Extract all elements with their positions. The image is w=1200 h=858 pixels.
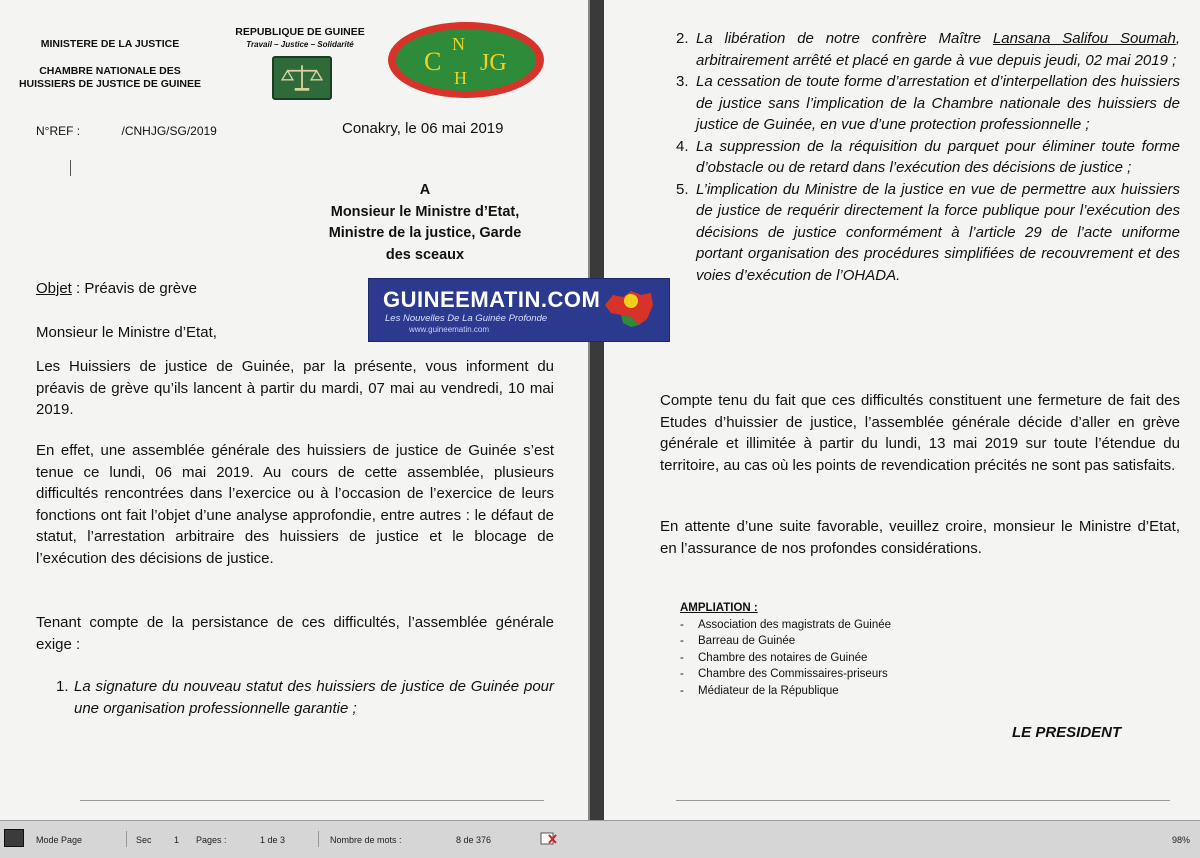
list-item: - Médiateur de la République xyxy=(680,683,891,700)
demand-text: L’implication du Ministre de la justice en vue de permettre aux huissiers de justice de requérir directement la force publique pour l’exécution des décisions de justice conformément à l’article 29 de l’acte uniforme portant organisation des procédures simplifiées de recouvrement et des voies d’exécution de l’OHADA. xyxy=(696,180,1180,284)
demand-number: 4. xyxy=(676,137,689,155)
issuer-block xyxy=(0,38,220,91)
status-separator xyxy=(126,831,127,847)
list-item: - Barreau de Guinée xyxy=(680,633,891,650)
cnhjg-logo xyxy=(386,20,546,100)
list-item: - Association des magistrats de Guinée xyxy=(680,617,891,634)
spellcheck-icon[interactable] xyxy=(540,831,558,847)
demand-number: 2. xyxy=(676,30,689,47)
addressee-block xyxy=(290,180,560,266)
list-item: - Chambre des Commissaires-priseurs xyxy=(680,666,891,683)
letter-date: Conakry, le 06 mai 2019 xyxy=(342,120,504,137)
status-section-value: 1 xyxy=(174,835,180,845)
demand-number: 1. xyxy=(56,678,69,695)
demands-list xyxy=(676,28,1180,286)
logo-letters-jg: JG xyxy=(480,50,507,76)
logo-letter-n: N xyxy=(452,34,465,54)
closing-paragraph: En attente d’une suite favorable, veuillez croire, monsieur le Ministre d’Etat, en l’assurance de nos profondes considérations. xyxy=(660,518,1180,557)
paragraph-3: Tenant compte de la persistance de ces difficultés, l’assemblée générale exige : xyxy=(36,614,554,653)
salutation: Monsieur le Ministre d’Etat, xyxy=(36,324,217,341)
detained-name: Lansana Salifou Soumah xyxy=(992,30,1176,47)
status-section-label: Sec xyxy=(136,835,152,845)
republic-name: REPUBLIQUE DE GUINEE xyxy=(235,26,365,38)
status-mode: Mode Page xyxy=(36,835,83,845)
guinea-map-icon xyxy=(601,285,657,329)
reference-number xyxy=(36,124,217,138)
status-zoom[interactable]: 98% xyxy=(1172,835,1191,845)
demand-item-3 xyxy=(676,71,1180,136)
addressee-a: A xyxy=(419,182,431,198)
status-words-value: 8 de 376 xyxy=(456,835,492,845)
ampliation-heading: AMPLIATION : xyxy=(680,602,758,614)
logo-letter-h: H xyxy=(454,68,467,88)
logo-letter-c: C xyxy=(424,47,442,76)
watermark-title: GUINEEMATIN.COM xyxy=(383,287,601,312)
text-cursor xyxy=(70,160,71,176)
list-item: - Chambre des notaires de Guinée xyxy=(680,650,891,667)
republic-motto: Travail – Justice – Solidarité xyxy=(246,40,354,49)
ampliation-block xyxy=(680,600,891,699)
republic-block xyxy=(220,26,380,49)
signature-title: LE PRESIDENT xyxy=(1012,724,1122,741)
status-pages-value: 1 de 3 xyxy=(260,835,286,845)
status-separator xyxy=(318,831,319,847)
demand-number: 5. xyxy=(676,180,689,198)
ampliation-list xyxy=(680,617,891,700)
demand-text: La suppression de la réquisition du parquet pour éliminer toute forme d’obstacle ou de retard dans l’exécution des décisions de justice ; xyxy=(696,137,1180,176)
paragraph-2: En effet, une assemblée générale des huissiers de justice de Guinée s’est tenue ce lundi, 06 mai 2019. Au cours de cette assemblée, plusieurs difficultés rencontrées dans l’exercice ou à l’occasion de l’exercice de leurs fonctions ont fait l’objet d’une analyse approfondie, entre autres : le défaut de statut, l’arrestation arbitraire des huissiers de justice et le blocage de l’exécution des décisions de justice. xyxy=(36,442,554,567)
subject-line xyxy=(36,280,197,297)
demand-item-5 xyxy=(676,179,1180,287)
addressee-line3: des sceaux xyxy=(385,246,465,263)
page-gap xyxy=(590,0,604,820)
demand-number: 3. xyxy=(676,73,689,90)
view-toggle-icon[interactable] xyxy=(4,829,24,847)
addressee-line1: Monsieur le Ministre d’Etat, xyxy=(330,203,520,220)
status-bar xyxy=(0,820,1200,858)
chamber-name-line2: HUISSIERS DE JUSTICE DE GUINEE xyxy=(18,78,202,90)
strike-decision-paragraph: Compte tenu du fait que ces difficultés constituent une fermeture de fait des Etudes d’huissier de justice, l’assemblée générale décide d’aller en grève générale et illimitée à partir du lundi, 13 mai 2019 sur toute l’étendue du territoire, au cas où les points de revendication précités ne sont pas satisfaits. xyxy=(660,392,1180,474)
demand-text: La cessation de toute forme d’arrestation et d’interpellation des huissiers de justice sans l’implication de la Chambre nationale des huissiers de justice de Guinée, en vue d’une protection professionnelle ; xyxy=(696,73,1180,133)
footer-divider xyxy=(676,800,1170,801)
watermark-subtitle: Les Nouvelles De La Guinée Profonde xyxy=(385,313,548,324)
demand-text: La signature du nouveau statut des huissiers de justice de Guinée pour une organisation professionnelle garantie ; xyxy=(74,678,554,717)
watermark-url: www.guineematin.com xyxy=(409,325,490,334)
status-pages-label: Pages : xyxy=(196,835,227,845)
document-page-left xyxy=(0,0,590,820)
reference-value: /CNHJG/SG/2019 xyxy=(121,124,217,138)
demand-item-1 xyxy=(56,676,554,719)
demand-text-pre: La libération de notre confrère Maître xyxy=(696,30,993,47)
scales-of-justice-icon xyxy=(272,56,332,100)
demand-item-2 xyxy=(676,28,1180,71)
subject-text: : Préavis de grève xyxy=(71,280,197,297)
reference-label: N°REF : xyxy=(36,124,81,138)
ministry-name: MINISTERE DE LA JUSTICE xyxy=(40,38,180,50)
paragraph-1: Les Huissiers de justice de Guinée, par la présente, vous informent du préavis de grève qu’ils lancent à partir du mardi, 07 mai au vendredi, 10 mai 2019. xyxy=(36,358,554,418)
site-watermark xyxy=(368,278,670,342)
subject-label: Objet xyxy=(36,280,72,297)
demand-text-post: , arbitrairement arrêté et placé en garde à vue depuis jeudi, 02 mai 2019 ; xyxy=(696,30,1180,69)
status-words-label: Nombre de mots : xyxy=(330,835,402,845)
footer-divider xyxy=(80,800,544,801)
addressee-line2: Ministre de la justice, Garde xyxy=(328,225,522,241)
chamber-name-line1: CHAMBRE NATIONALE DES xyxy=(39,65,181,77)
demand-item-4 xyxy=(676,136,1180,179)
